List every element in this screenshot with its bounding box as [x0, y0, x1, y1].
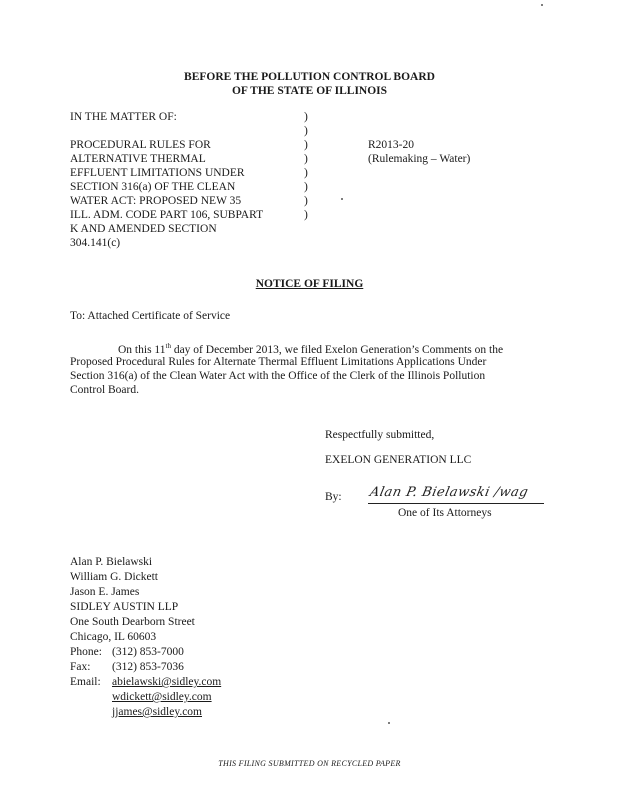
paren: ) [304, 167, 308, 179]
notice-body-first-line [118, 343, 503, 356]
contact-name: Jason E. James [70, 586, 140, 598]
matter-line: WATER ACT: PROPOSED NEW 35 [70, 195, 242, 207]
attorney-role: One of Its Attorneys [398, 507, 492, 519]
paren: ) [304, 139, 308, 151]
address-line-1: One South Dearborn Street [70, 616, 195, 628]
case-type: (Rulemaking – Water) [368, 153, 471, 165]
phone-number: (312) 853-7000 [112, 646, 184, 658]
signature-line [368, 503, 544, 504]
by-label: By: [325, 491, 342, 503]
scan-speck [541, 4, 543, 6]
handwritten-signature: Alan P. Bielawski /wag [368, 485, 530, 500]
notice-body-line: Proposed Procedural Rules for Alternate Thermal Effluent Limitations Applications Under [70, 356, 487, 368]
matter-line: EFFLUENT LIMITATIONS UNDER [70, 167, 245, 179]
address-line-2: Chicago, IL 60603 [70, 631, 157, 643]
fax-number: (312) 853-7036 [112, 661, 184, 673]
matter-line: K AND AMENDED SECTION [70, 223, 217, 235]
email-link[interactable]: wdickett@sidley.com [112, 691, 212, 703]
phone-label: Phone: [70, 646, 102, 658]
notice-body-line: Section 316(a) of the Clean Water Act with the Office of the Clerk of the Illinois Pollution [70, 370, 486, 382]
closing: Respectfully submitted, [325, 429, 435, 441]
scan-speck [341, 198, 343, 200]
firm-name: SIDLEY AUSTIN LLP [70, 601, 179, 613]
paren: ) [304, 125, 308, 137]
email-link[interactable]: abielawski@sidley.com [112, 676, 222, 688]
company-name: EXELON GENERATION LLC [325, 454, 472, 466]
case-number: R2013-20 [368, 139, 414, 151]
matter-line: 304.141(c) [70, 237, 121, 249]
matter-line: ILL. ADM. CODE PART 106, SUBPART [70, 209, 264, 221]
to-line: To: Attached Certificate of Service [70, 310, 231, 322]
notice-body-rest: day of December 2013, we filed Exelon Generation’s Comments on the [170, 343, 504, 356]
notice-title: NOTICE OF FILING [255, 278, 364, 290]
notice-body-lead: On this 11 [118, 343, 166, 356]
matter-line: PROCEDURAL RULES FOR [70, 139, 211, 151]
paren: ) [304, 195, 308, 207]
email-label: Email: [70, 676, 101, 688]
board-title-line-2: OF THE STATE OF ILLINOIS [231, 85, 388, 97]
notice-body-line: Control Board. [70, 384, 139, 396]
matter-line: ALTERNATIVE THERMAL [70, 153, 206, 165]
notice-title-wrap [0, 279, 619, 291]
contact-name: William G. Dickett [70, 571, 159, 583]
contact-name: Alan P. Bielawski [70, 556, 153, 568]
scan-speck [388, 722, 390, 724]
email-link[interactable]: jjames@sidley.com [112, 706, 203, 718]
paren: ) [304, 153, 308, 165]
recycled-paper-footer: THIS FILING SUBMITTED ON RECYCLED PAPER [218, 759, 401, 768]
paren: ) [304, 111, 308, 123]
matter-line: SECTION 316(a) OF THE CLEAN [70, 181, 236, 193]
paren: ) [304, 209, 308, 221]
paren: ) [304, 181, 308, 193]
notice-body-superscript: th [165, 342, 171, 350]
fax-label: Fax: [70, 661, 91, 673]
matter-intro: IN THE MATTER OF: [70, 111, 177, 123]
board-title-line-1: BEFORE THE POLLUTION CONTROL BOARD [184, 71, 435, 83]
